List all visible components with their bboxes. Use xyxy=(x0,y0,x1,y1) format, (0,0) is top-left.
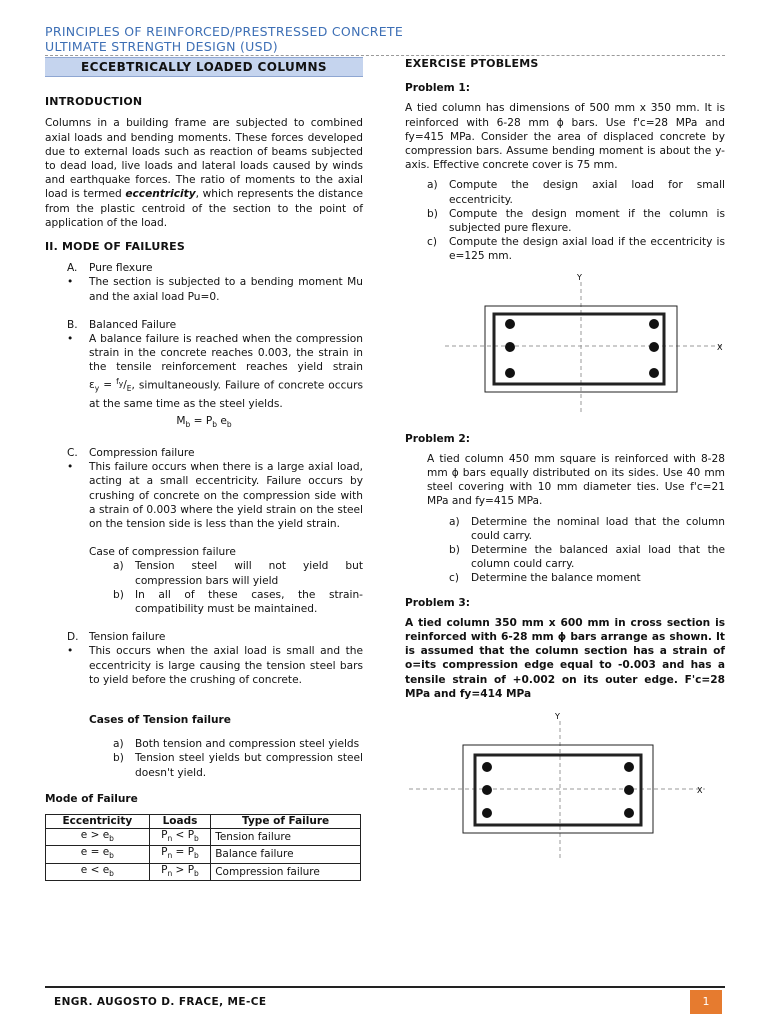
eccentricity-term: eccentricity xyxy=(125,188,196,201)
y-axis-label: Y xyxy=(577,272,582,282)
y-axis-label: Y xyxy=(555,712,560,722)
header-type: Type of Failure xyxy=(211,815,361,829)
problem-2-heading: Problem 2: xyxy=(405,432,471,445)
header-divider xyxy=(45,55,725,56)
failure-d-title: D. Tension failure xyxy=(67,631,166,644)
footer-divider xyxy=(45,986,725,988)
column-section-figure-2 xyxy=(405,711,725,861)
problem-1-text: A tied column has dimensions of 500 mm x 350 mm. It is reinforced with 6-28 mm ϕ bars. Use f'c=28 MPa and fy=415 MPa. Consider the area of displaced concrete by compression bars. Assume bending moment is about the y-axis. Effective concrete cover is 75 mm. xyxy=(405,102,725,172)
rebar-dot xyxy=(624,808,634,818)
compression-case-a: a) Tension steel will not yield but compression bars will yield xyxy=(113,560,363,587)
table-row: $e < e_b$ $P_n > P_b$ Compression failure xyxy=(46,863,361,881)
problem-2-c: c) Determine the balance moment xyxy=(449,572,641,585)
header-line-1: PRINCIPLES OF REINFORCED/PRESTRESSED CONCRETE xyxy=(45,24,404,39)
mode-table-heading: Mode of Failure xyxy=(45,792,138,805)
failure-b-bullet: • A balance failure is reached when the compression strain in the concrete reaches 0.003, the strain in the tensile reinforcement reaches yield strain $\varepsilon_y = ^{f_y}/_E$, simultaneously. Failure of concrete occurs at the same time as the steel yields. xyxy=(67,333,363,410)
tension-case-b: b) Tension steel yields but compression steel doesn't yield. xyxy=(113,752,363,779)
rebar-dot xyxy=(505,319,515,329)
failure-c-title: C. Compression failure xyxy=(67,447,195,460)
tie-outline xyxy=(475,755,641,825)
rebar-dot xyxy=(649,342,659,352)
table-row: $e = e_b$ $P_n = P_b$ Balance failure xyxy=(46,846,361,864)
failure-d-bullet: • This occurs when the axial load is small and the eccentricity is large causing the tension steel bars to yield before the crushing of concrete. xyxy=(67,645,363,686)
mode-of-failures-heading: II. MODE OF FAILURES xyxy=(45,240,185,254)
problem-1-a: a) Compute the design axial load for small eccentricity. xyxy=(427,179,725,206)
rebar-dot xyxy=(482,785,492,795)
section-title: ECCEBTRICALLY LOADED COLUMNS xyxy=(45,57,363,77)
document-header xyxy=(45,24,403,54)
tie-outline xyxy=(494,314,664,384)
tension-case-a: a) Both tension and compression steel yields xyxy=(113,738,360,751)
table-row: $e > e_b$ $P_n < P_b$ Tension failure xyxy=(46,828,361,846)
x-axis-label: X xyxy=(697,786,703,796)
header-loads: Loads xyxy=(149,815,211,829)
mode-of-failure-table xyxy=(45,814,361,881)
header-line-2: ULTIMATE STRENGTH DESIGN (USD) xyxy=(45,39,278,54)
failure-a-title: A. Pure flexure xyxy=(67,262,153,275)
balanced-moment-formula: $M_b = P_b$ $e_b$ xyxy=(176,414,232,429)
problem-2-a: a) Determine the nominal load that the column could carry. xyxy=(449,515,725,542)
rebar-dot xyxy=(649,368,659,378)
rebar-dot xyxy=(649,319,659,329)
problem-3-heading: Problem 3: xyxy=(405,596,471,609)
rebar-dot xyxy=(505,368,515,378)
problem-1-b: b) Compute the design moment if the column is subjected pure flexure. xyxy=(427,207,725,235)
rebar-dot xyxy=(505,342,515,352)
page-number: 1 xyxy=(690,990,722,1014)
left-column xyxy=(45,57,363,881)
right-column xyxy=(405,57,725,861)
header-eccentricity: Eccentricity xyxy=(46,815,150,829)
problem-2-b: b) Determine the balanced axial load that the column could carry. xyxy=(449,544,725,571)
problem-2-text: A tied column 450 mm square is reinforced with 8-28 mm ϕ bars equally distributed on its sides. Use 40 mm steel covering with 10 mm diameter ties. Use f'c=21 MPa and fy=415 MPa. xyxy=(427,452,725,508)
introduction-paragraph: Columns in a building frame are subjected to combined axial loads and bending moments. These forces developed due to external loads such as reaction of beams subjected to dead load, live loads and lateral loads caused by winds and earthquake forces. The ratio of moments to the axial load is termed eccentricity, which represents the distance from the plastic centroid of the section to the point of application of the load. xyxy=(45,117,363,229)
column-section-figure-1 xyxy=(405,272,725,422)
table-header-row xyxy=(46,815,361,829)
footer-author: ENGR. AUGOSTO D. FRACE, ME-CE xyxy=(54,996,267,1008)
rebar-dot xyxy=(482,808,492,818)
compression-case-b: b) In all of these cases, the strain-compatibility must be maintained. xyxy=(113,588,363,616)
problem-1-c: c) Compute the design axial load if the eccentricity is e=125 mm. xyxy=(427,236,725,263)
yield-strain-formula: $\varepsilon_y = ^{f_y}/_E$ xyxy=(89,376,132,394)
rebar-dot xyxy=(624,785,634,795)
x-axis-label: X xyxy=(717,342,723,352)
problem-3-text: A tied column 350 mm x 600 mm in cross section is reinforced with 6-28 mm ϕ bars arrange as shown. It is assumed that the column section has a strain of o=its compression edge equal to -0.003 and has a tensile strain of +0.002 on its outer edge. F'c=28 MPa and fy=414 MPa xyxy=(405,616,725,700)
introduction-heading: INTRODUCTION xyxy=(45,95,143,109)
tension-cases-heading: Cases of Tension failure xyxy=(89,714,231,727)
failure-c-bullet: • This failure occurs when there is a large axial load, acting at a small eccentricity. Failure occurs by crushing of concrete on the compression side with a strain of 0.003 where the yield strain on the steel on the tension side is less than the yield strain. xyxy=(67,461,363,531)
failure-a-bullet: • The section is subjected to a bending moment Mu and the axial load Pu=0. xyxy=(67,276,363,303)
rebar-dot xyxy=(482,762,492,772)
compression-case-heading: Case of compression failure xyxy=(89,546,236,559)
exercise-heading: EXERCISE PTOBLEMS xyxy=(405,57,539,70)
rebar-dot xyxy=(624,762,634,772)
failure-b-title: B. Balanced Failure xyxy=(67,318,177,331)
problem-1-heading: Problem 1: xyxy=(405,82,471,95)
